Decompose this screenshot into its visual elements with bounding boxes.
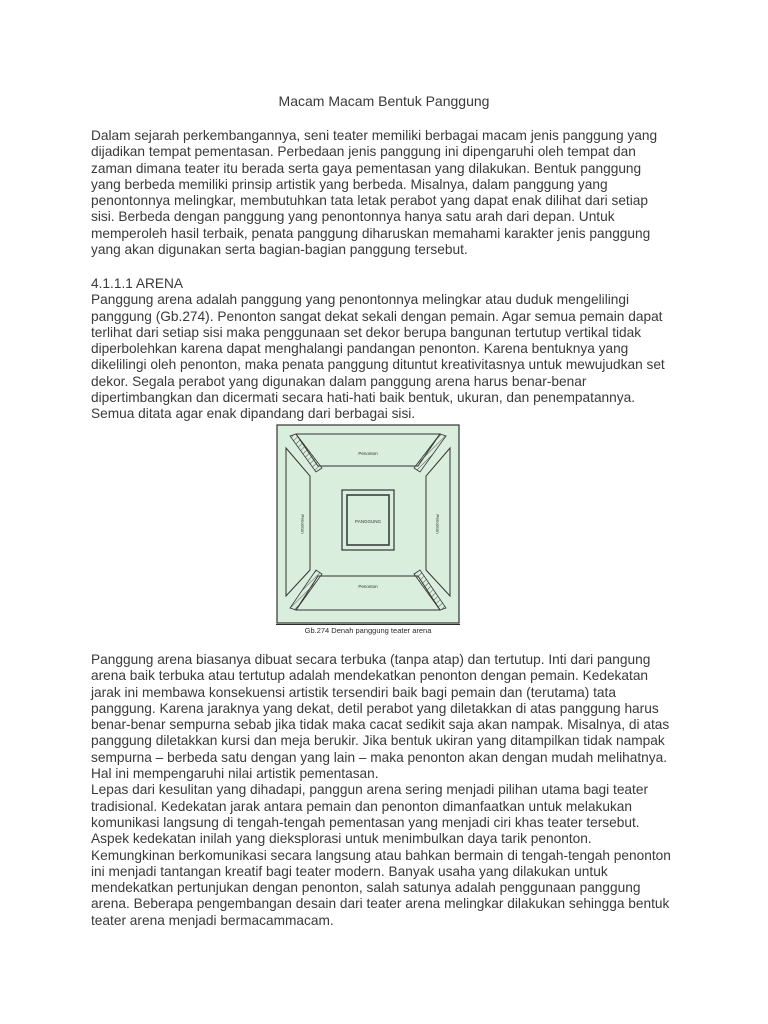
body-line: arena. Beberapa pengembangan desain dari teater arena melingkar dilakukan sehingga bentuk bbox=[91, 896, 670, 912]
body-line: teater arena menjadi bermacammacam. bbox=[91, 912, 334, 928]
intro-line: memperoleh hasil terbaik, penata panggung diharuskan memahami karakter jenis panggung bbox=[91, 225, 651, 241]
body-line: panggung. Karena jaraknya yang dekat, detil perabot yang diletakkan di atas panggung harus bbox=[91, 700, 659, 716]
body-line: benar-benar sempurna sebab jika tidak maka cacat sedikit saja akan nampak. Misalnya, di atas bbox=[91, 717, 670, 733]
audience-label-right: Penonton bbox=[435, 514, 440, 534]
intro-paragraph bbox=[91, 128, 691, 258]
body-line: Kemungkinan berkomunikasi secara langsung atau bahkan bermain di tengah-tengah penonton bbox=[91, 847, 671, 863]
arena-line: dipertimbangkan dan dicermati secara hati-hati baik bentuk, ukuran, dan penempatannya. bbox=[91, 390, 636, 406]
intro-line: yang berbeda memiliki prinsip artistik yang berbeda. Misalnya, dalam panggung yang bbox=[91, 176, 608, 192]
intro-line: penontonnya melingkar, membutuhkan tata letak perabot yang dapat enak dilihat dari setiap bbox=[91, 193, 648, 209]
section-heading: 4.1.1.1 ARENA bbox=[91, 276, 184, 291]
audience-label-top: Penonton bbox=[358, 451, 378, 456]
seating-top bbox=[296, 434, 440, 466]
body-line: sempurna – berbeda satu dengan yang lain – maka penonton akan dengan mudah melihatnya. bbox=[91, 749, 668, 765]
body-line: arena baik terbuka atau tertutup adalah mendekatkan penonton dengan pemain. Kedekatan bbox=[91, 668, 649, 684]
arena-line: terlihat dari setiap sisi maka penggunaan set dekor berupa bangunan tertutup vertikal tidak bbox=[91, 324, 642, 340]
body-line: Panggung arena biasanya dibuat secara terbuka (tanpa atap) dan tertutup. Inti dari pangung bbox=[91, 652, 651, 667]
audience-label-bottom: Penonton bbox=[358, 584, 378, 589]
stage-label: PANGGUNG bbox=[355, 519, 381, 524]
figure-caption: Gb.274 Denah panggung teater arena bbox=[304, 626, 432, 635]
arena-plan-svg bbox=[276, 424, 460, 624]
body-line: Aspek kedekatan inilah yang dieksplorasi untuk menimbulkan daya tarik penonton. bbox=[91, 831, 592, 847]
body-line: jarak ini membawa konsekuensi artistik tersendiri baik bagi pemain dan (terutama) tata bbox=[91, 684, 616, 700]
intro-line: dijadikan tempat pementasan. Perbedaan jenis panggung ini dipengaruhi oleh tempat dan bbox=[91, 144, 636, 160]
arena-section bbox=[91, 276, 691, 423]
body-line: ini menjadi tantangan kreatif bagi teater modern. Banyak usaha yang dilakukan untuk bbox=[91, 863, 608, 879]
body-line: tradisional. Kedekatan jarak antara pemain dan penonton dimanfaatkan untuk melakukan bbox=[91, 798, 633, 814]
intro-line: sisi. Berbeda dengan panggung yang penontonnya hanya satu arah dari depan. Untuk bbox=[91, 209, 615, 225]
intro-line: zaman dimana teater itu berada serta gaya pementasan yang dilakukan. Bentuk panggung bbox=[91, 160, 642, 176]
arena-line: panggung (Gb.274). Penonton sangat dekat sekali dengan pemain. Agar semua pemain dapat bbox=[91, 308, 663, 324]
arena-stage-diagram bbox=[276, 424, 460, 634]
figure-rule bbox=[276, 624, 460, 625]
page-title: Macam Macam Bentuk Panggung bbox=[278, 93, 490, 109]
arena-line: dikelilingi oleh penonton, maka penata panggung dituntut kreativitasnya untuk mewujudkan set bbox=[91, 357, 665, 373]
body-line: komunikasi langsung di tengah-tengah pementasan yang menjadi ciri khas teater tersebut. bbox=[91, 814, 640, 830]
body-line: panggung diletakkan kursi dan meja berukir. Jika bentuk ukiran yang ditampilkan tidak nampak bbox=[91, 733, 665, 749]
intro-line: yang akan digunakan serta bagian-bagian panggung tersebut. bbox=[91, 242, 468, 258]
arena-line: dekor. Segala perabot yang digunakan dalam panggung arena harus benar-benar bbox=[91, 373, 587, 389]
body-line: Hal ini mempengaruhi nilai artistik pementasan. bbox=[91, 766, 379, 782]
intro-line: Dalam sejarah perkembangannya, seni teater memiliki berbagai macam jenis panggung yang bbox=[91, 128, 658, 143]
arena-line: Panggung arena adalah panggung yang penontonnya melingkar atau duduk mengelilingi bbox=[91, 292, 630, 308]
seating-bottom bbox=[296, 576, 440, 610]
body-line: mendekatkan pertunjukan dengan penonton, salah satunya adalah penggunaan panggung bbox=[91, 880, 641, 896]
arena-line: Semua ditata agar enak dipandang dari berbagai sisi. bbox=[91, 406, 416, 422]
body-line: Lepas dari kesulitan yang dihadapi, panggun arena sering menjadi pilihan utama bagi teater bbox=[91, 782, 649, 798]
audience-label-left: Penonton bbox=[300, 514, 305, 534]
body-paragraph bbox=[91, 652, 691, 929]
arena-line: diperbolehkan karena dapat menghalangi pandangan penonton. Karena bentuknya yang bbox=[91, 341, 629, 357]
